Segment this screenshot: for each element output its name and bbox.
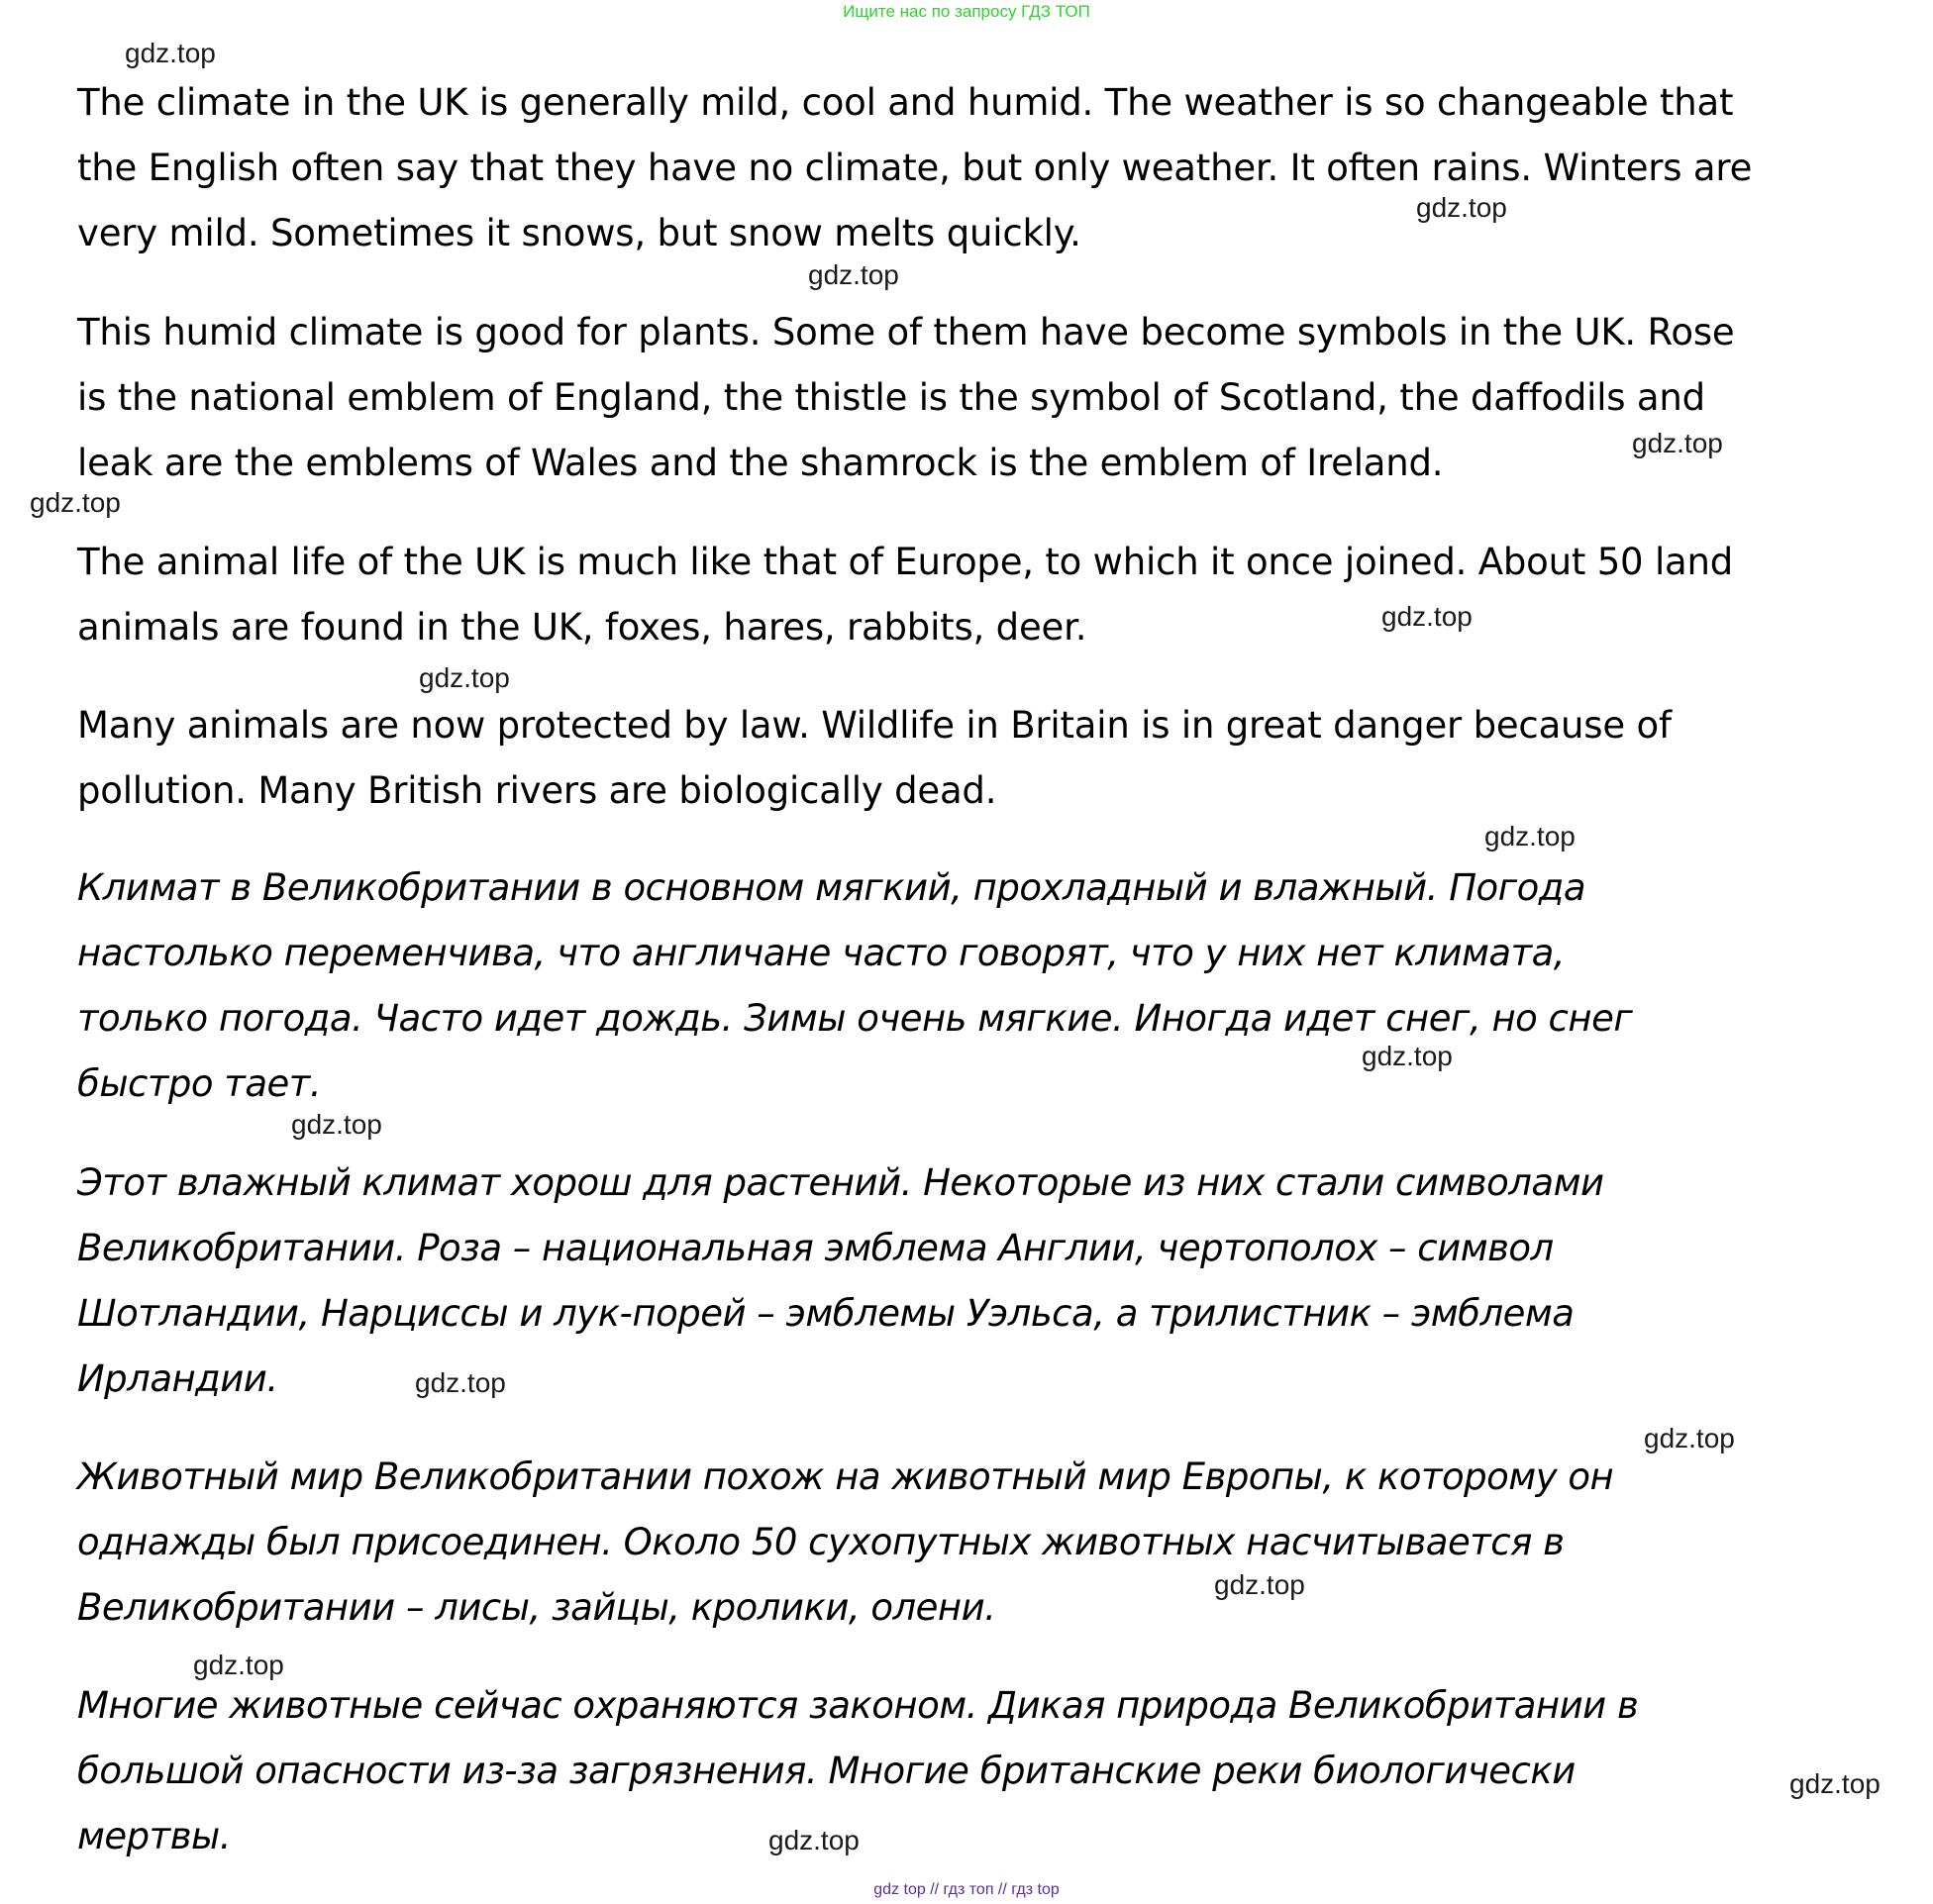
english-paragraph-protection: Many animals are now protected by law. Wildlife in Britain is in great danger because of pollution. Many British rivers are biologically dead. bbox=[77, 704, 1672, 812]
watermark: gdz.top bbox=[193, 1650, 284, 1680]
watermark: gdz.top bbox=[419, 662, 510, 693]
russian-paragraph-plants: Этот влажный климат хорош для растений. Некоторые из них стали символами Великобритании. Роза – национальная эмблема Англии, чертополох – символ Шотландии, Нарциссы и лук-порей – эмблемы Уэльса, а трилистник – эмблема Ирландии. bbox=[77, 1161, 1604, 1400]
watermark: gdz.top bbox=[1381, 601, 1473, 632]
watermark: gdz.top bbox=[415, 1367, 506, 1398]
watermark: gdz.top bbox=[1214, 1569, 1305, 1600]
english-paragraph-climate: The climate in the UK is generally mild, cool and humid. The weather is so changeable that the English often say that they have no climate, but only weather. It often rains. Winters are very mild. Sometimes it snows, but snow melts quickly. bbox=[77, 81, 1753, 254]
watermark: gdz.top bbox=[1644, 1423, 1735, 1453]
watermark: gdz.top bbox=[30, 487, 121, 518]
russian-paragraph-animals: Животный мир Великобритании похож на животный мир Европы, к которому он однажды был присоединен. Около 50 сухопутных животных насчитывается в Великобритании – лисы, зайцы, кролики, олени. bbox=[77, 1455, 1614, 1629]
search-hint-banner: Ищите нас по запросу ГДЗ ТОП bbox=[843, 2, 1090, 21]
watermark: gdz.top bbox=[291, 1109, 382, 1140]
watermark: gdz.top bbox=[125, 38, 216, 68]
russian-paragraph-protection: Многие животные сейчас охраняются законом. Дикая природа Великобритании в большой опасности из-за загрязнения. Многие британские реки биологически мертвы. bbox=[77, 1684, 1639, 1857]
russian-paragraph-climate: Климат в Великобритании в основном мягкий, прохладный и влажный. Погода настолько переменчива, что англичане часто говорят, что у них нет климата, только погода. Часто идет дождь. Зимы очень мягкие. Иногда идет снег, но снег быстро тает. bbox=[77, 866, 1633, 1105]
footer-watermark: gdz top // гдз топ // гдз top bbox=[873, 1881, 1060, 1898]
watermark: gdz.top bbox=[1416, 192, 1507, 223]
english-paragraph-plants: This humid climate is good for plants. Some of them have become symbols in the UK. Rose is the national emblem of England, the thistle is the symbol of Scotland, the daffodils and leak are the emblems of Wales and the shamrock is the emblem of Ireland. bbox=[77, 311, 1735, 484]
watermark: gdz.top bbox=[1484, 821, 1576, 852]
watermark: gdz.top bbox=[808, 259, 899, 290]
watermark: gdz.top bbox=[768, 1825, 860, 1855]
watermark: gdz.top bbox=[1632, 428, 1723, 458]
watermark: gdz.top bbox=[1789, 1768, 1881, 1799]
watermark: gdz.top bbox=[1362, 1041, 1453, 1071]
english-paragraph-animals: The animal life of the UK is much like that of Europe, to which it once joined. About 50 land animals are found in the UK, foxes, hares, rabbits, deer. bbox=[77, 541, 1734, 649]
